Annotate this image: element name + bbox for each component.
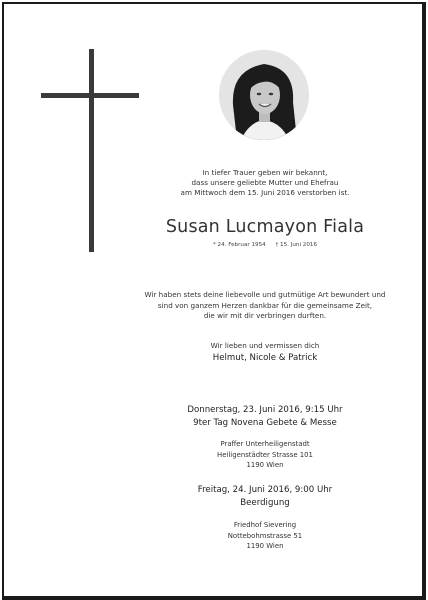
tribute-line: Wir haben stets deine liebevolle und gutmütige Art bewundert und [144,290,386,299]
address-line: 1190 Wien [246,461,284,469]
event-1-address [150,439,380,471]
tribute-line: die wir mit dir verbringen durften. [203,311,327,320]
love-line: Wir lieben und vermissen dich [210,341,320,350]
intro-line: In tiefer Trauer geben wir bekannt, [202,168,328,177]
portrait-image [219,50,309,140]
birth-date: * 24. Februar 1954 [212,242,266,248]
address-line: Friedhof Sievering [233,521,297,529]
event-2-address [150,520,380,552]
event-name: Beerdigung [240,497,290,508]
cross-horizontal-bar [41,93,139,98]
event-2-title [150,484,380,509]
deceased-name: Susan Lucmayon Fiala [165,217,365,237]
cross-vertical-bar [89,49,94,252]
event-name: 9ter Tag Novena Gebete & Messe [193,417,337,428]
address-line: 1190 Wien [246,542,284,550]
address-line: Heiligenstädter Strasse 101 [217,450,313,459]
intro-line: am Mittwoch dem 15. Juni 2016 verstorben ist. [180,188,350,197]
address-line: Nottebohmstrasse 51 [227,531,303,540]
intro-text [150,168,380,198]
event-1-title [150,404,380,429]
event-datetime: Freitag, 24. Juni 2016, 9:00 Uhr [197,485,333,495]
intro-line: dass unsere geliebte Mutter und Ehefrau [191,178,339,187]
tribute-line: sind von ganzem Herzen dankbar für die gemeinsame Zeit, [157,300,373,310]
portrait-photo [219,50,309,140]
death-date: † 15. Juni 2016 [275,242,318,248]
event-datetime: Donnerstag, 23. Juni 2016, 9:15 Uhr [187,405,343,415]
family-names: Helmut, Nicole & Patrick [212,353,318,363]
tribute-text [120,290,410,322]
life-dates [150,241,380,249]
address-line: Praffer Unterheiligenstadt [220,440,310,448]
